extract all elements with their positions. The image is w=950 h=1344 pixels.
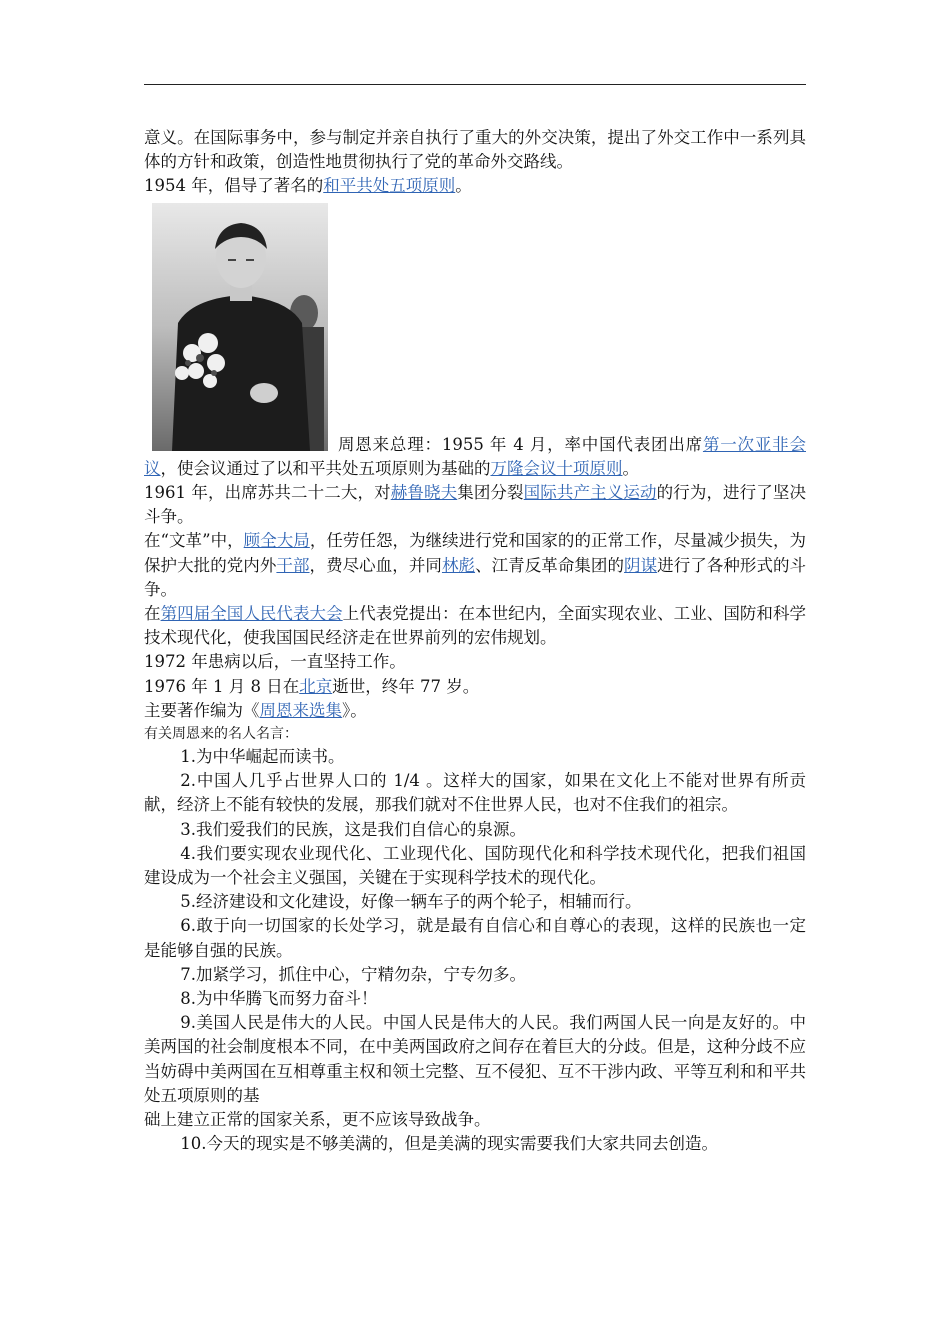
link-conspiracy[interactable]: 阴谋: [624, 555, 658, 575]
paragraph-1: 意义。在国际事务中，参与制定并亲自执行了重大的外交决策，提出了外交工作中一系列具体的方针和政策，创造性地贯彻执行了党的革命外交路线。: [144, 128, 806, 172]
link-selected-works[interactable]: 周恩来选集: [259, 700, 342, 720]
quote-item: 6.敢于向一切国家的长处学习，就是最有自信心和自尊心的表现，这样的民族也一定是能够自强的民族。: [144, 916, 806, 960]
text: ，费尽心血，并同: [309, 555, 442, 575]
paragraph-1961: [144, 481, 806, 529]
link-international-communist-movement[interactable]: 国际共产主义运动: [523, 483, 657, 503]
text: 集团分裂: [457, 483, 524, 503]
text: 上代表党提出：在本世纪内，全面实现农业、工业、国防和科学技术现代化，使我国国民经济走在世界前列的宏伟规划。: [144, 604, 807, 648]
text: 1961 年，出席苏共二十二大，对: [144, 483, 391, 503]
paragraph-cultural-revolution: [144, 529, 806, 602]
link-overall-situation[interactable]: 顾全大局: [243, 531, 310, 551]
link-khrushchev[interactable]: 赫鲁晓夫: [390, 483, 458, 503]
paragraph-works: [144, 699, 806, 723]
paragraph-1954: [144, 174, 806, 198]
text: 在: [144, 604, 161, 624]
quote-item: 5.经济建设和文化建设，好像一辆车子的两个轮子，相辅而行。: [180, 892, 642, 912]
paragraph-1976: [144, 675, 806, 699]
portrait-image: [152, 203, 328, 451]
quote-item: 2.中国人几乎占世界人口的 1/4 。这样大的国家，如果在文化上不能对世界有所贡献，经济上不能有较快的发展，那我们就对不住世界人民，也对不住我们的祖宗。: [144, 771, 806, 815]
quote-continuation: 础上建立正常的国家关系，更不应该导致战争。: [144, 1110, 491, 1130]
text: 主要著作编为《: [144, 700, 260, 720]
text: 1976 年 1 月 8 日在: [144, 676, 300, 696]
quote-item: 9.美国人民是伟大的人民。中国人民是伟大的人民。我们两国人民一向是友好的。中美两国的社会制度根本不同，在中美两国政府之间存在着巨大的分歧。但是，这种分歧不应当妨碍中美两国在互相尊重主权和领土完整、互不侵犯、互不干涉内政、平等互利和和平共处五项原则的基: [144, 1013, 806, 1105]
header-rule: [144, 84, 806, 85]
text: 进行了各种形式的斗争。: [144, 555, 807, 599]
quote-item: 7.加紧学习，抓住中心，宁精勿杂，宁专勿多。: [180, 964, 527, 984]
paragraph-1972: 1972 年患病以后，一直坚持工作。: [144, 652, 406, 672]
document-body: [144, 126, 806, 1157]
text: 周恩来总理：1955 年 4 月，率中国代表团出席: [338, 434, 703, 454]
quote-item: 1.为中华崛起而读书。: [180, 747, 345, 767]
text: 在“文革”中，: [144, 531, 244, 551]
text: ，使会议通过了以和平共处五项原则为基础的: [160, 458, 491, 478]
link-cadres[interactable]: 干部: [276, 555, 310, 575]
portrait-photo: [152, 203, 328, 451]
link-asian-african-conference[interactable]: 第一次亚非会议: [144, 434, 806, 478]
link-lin-biao[interactable]: 林彪: [441, 555, 476, 575]
link-peaceful-coexistence[interactable]: 和平共处五项原则: [323, 176, 456, 196]
link-beijing[interactable]: 北京: [299, 676, 333, 696]
text: 1954 年，倡导了著名的: [144, 176, 324, 196]
quote-item: 8.为中华腾飞而努力奋斗！: [180, 989, 378, 1009]
text: 。: [455, 176, 472, 196]
quote-item: 3.我们爱我们的民族，这是我们自信心的泉源。: [180, 819, 527, 839]
text: ，任劳任怨，为继续进行党和国家的的正常工作，尽量减少损失，为保护大批的党内外: [144, 531, 807, 575]
quotes-title: 有关周恩来的名人名言：: [144, 726, 298, 743]
link-fourth-npc[interactable]: 第四届全国人民代表大会: [160, 604, 343, 624]
text: 的行为，进行了坚决斗争。: [144, 483, 807, 527]
photo-block: [144, 199, 806, 481]
quote-item: 4.我们要实现农业现代化、工业现代化、国防现代化和科学技术现代化，把我们祖国建设成为一个社会主义强国，关键在于实现科学技术的现代化。: [144, 843, 806, 888]
text: 逝世，终年 77 岁。: [332, 676, 480, 696]
quote-item: 10.今天的现实是不够美满的，但是美满的现实需要我们大家共同去创造。: [180, 1134, 719, 1154]
text: 》。: [342, 700, 367, 720]
text: 。: [622, 458, 639, 478]
link-bandung-principles[interactable]: 万隆会议十项原则: [490, 458, 623, 478]
paragraph-fourth-npc: [144, 602, 806, 650]
text: 、江青反革命集团的: [475, 555, 625, 575]
